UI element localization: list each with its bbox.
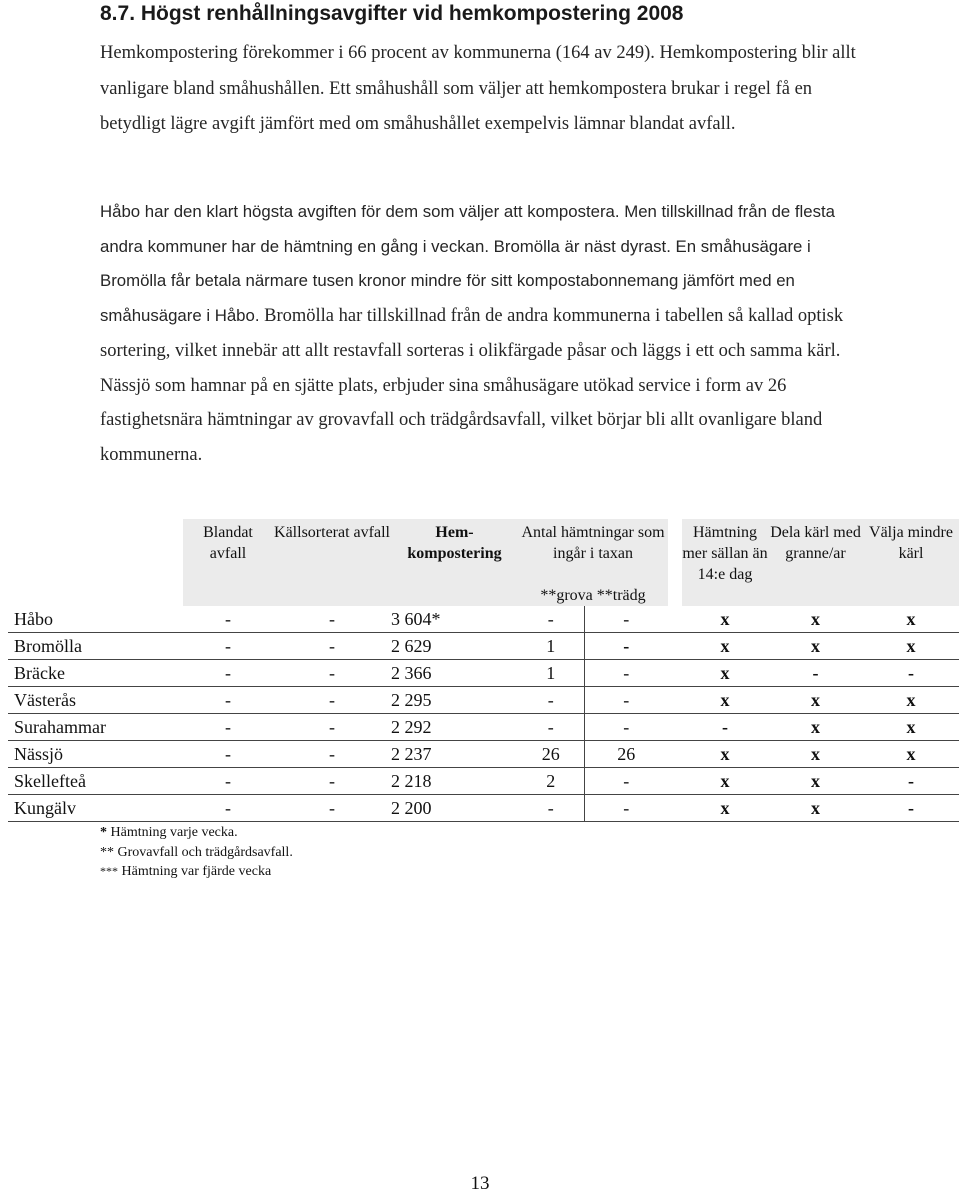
footnote [100, 843, 293, 863]
cell-gap [668, 741, 682, 768]
cell-kallsorterat: - [273, 795, 391, 822]
cell-hamtning: x [682, 606, 768, 633]
cell-hemkompostering: 2 218 [391, 768, 518, 795]
cell-kallsorterat: - [273, 633, 391, 660]
table-row [8, 687, 959, 714]
cell-dela: x [768, 741, 863, 768]
cell-grova: 1 [518, 660, 584, 687]
cell-valja: - [863, 660, 959, 687]
cell-gap [668, 633, 682, 660]
cell-valja: x [863, 687, 959, 714]
cell-tradg: - [584, 606, 668, 633]
cell-grova: 2 [518, 768, 584, 795]
cell-grova: - [518, 606, 584, 633]
header-gap [668, 519, 682, 606]
cell-blandat: - [183, 741, 273, 768]
body-paragraph-sans: Håbo har den klart högsta avgiften för dem som väljer att kompostera. Men tillskillnad från de flesta andra kommuner har de hämtning en gång i veckan. Bromölla är näst dyrast. En småhusägare i Bromölla får betala närmare tusen kronor mindre för sitt kompostabonnemang jämfört med en småhusägare i Håbo. [100, 202, 836, 326]
body-paragraph-serif: Bromölla har tillskillnad från de andra kommunerna i tabellen så kallad optisk sortering, vilket innebär att allt restavfall sorteras i olikfärgade påsar och läggs i ett och samma kärl. Nässjö som hamnar på en sjätte plats, erbjuder sina småhusägare utökad service i form av 26 fastighetsnära hämtningar av grovavfall och trädgårdsavfall, vilket börjar bli allt ovanligare bland kommunerna. [100, 306, 844, 465]
cell-valja: x [863, 714, 959, 741]
cell-gap [668, 606, 682, 633]
table-row [8, 714, 959, 741]
cell-blandat: - [183, 660, 273, 687]
cell-gap [668, 714, 682, 741]
section-heading: 8.7. Högst renhållningsavgifter vid hemkompostering 2008 [100, 2, 684, 25]
footnote [100, 823, 293, 843]
table-row [8, 741, 959, 768]
fee-table [8, 519, 959, 822]
cell-hamtning: x [682, 795, 768, 822]
page-number: 13 [470, 1173, 490, 1194]
cell-kallsorterat: - [273, 768, 391, 795]
cell-grova: 1 [518, 633, 584, 660]
cell-blandat: - [183, 714, 273, 741]
cell-valja: x [863, 606, 959, 633]
cell-kommun: Nässjö [8, 741, 183, 768]
cell-blandat: - [183, 633, 273, 660]
header-kommun [8, 519, 183, 606]
cell-kommun: Kungälv [8, 795, 183, 822]
header-dela: Dela kärl med granne/ar [768, 519, 863, 606]
cell-dela: x [768, 714, 863, 741]
cell-gap [668, 687, 682, 714]
header-blandat: Blandat avfall [183, 519, 273, 606]
cell-valja: x [863, 741, 959, 768]
cell-kallsorterat: - [273, 741, 391, 768]
table-row [8, 768, 959, 795]
cell-hamtning: x [682, 768, 768, 795]
cell-hamtning: x [682, 660, 768, 687]
footnote-mark: ** [100, 844, 114, 860]
header-antal [518, 519, 668, 606]
cell-hemkompostering: 2 366 [391, 660, 518, 687]
cell-hemkompostering: 2 629 [391, 633, 518, 660]
cell-tradg: - [584, 795, 668, 822]
cell-dela: x [768, 687, 863, 714]
cell-grova: 26 [518, 741, 584, 768]
cell-gap [668, 795, 682, 822]
cell-blandat: - [183, 795, 273, 822]
header-valja: Välja mindre kärl [863, 519, 959, 606]
cell-kommun: Surahammar [8, 714, 183, 741]
table-header-row [8, 519, 959, 606]
cell-kommun: Bräcke [8, 660, 183, 687]
cell-dela: x [768, 795, 863, 822]
table-row [8, 795, 959, 822]
header-antal-sub: **grova **trädg [540, 587, 646, 604]
cell-hemkompostering: 3 604* [391, 606, 518, 633]
cell-tradg: - [584, 633, 668, 660]
cell-grova: - [518, 795, 584, 822]
cell-hamtning: x [682, 741, 768, 768]
footnote-text: Hämtning varje vecka. [107, 825, 238, 840]
cell-kommun: Håbo [8, 606, 183, 633]
cell-blandat: - [183, 606, 273, 633]
intro-paragraph: Hemkompostering förekommer i 66 procent av kommunerna (164 av 249). Hemkompostering blir allt vanligare bland småhushållen. Ett småhushåll som väljer att hemkompostera brukar i regel få en betydligt lägre avgift jämfört med om småhushållet exempelvis lämnar blandat avfall. [100, 43, 856, 134]
cell-tradg: - [584, 660, 668, 687]
header-antal-label: Antal hämtningar som ingår i taxan [521, 524, 665, 562]
cell-kommun: Skellefteå [8, 768, 183, 795]
cell-hemkompostering: 2 292 [391, 714, 518, 741]
cell-kallsorterat: - [273, 660, 391, 687]
header-kallsorterat: Källsorterat avfall [273, 519, 391, 606]
table-row [8, 606, 959, 633]
cell-grova: - [518, 687, 584, 714]
cell-hamtning: - [682, 714, 768, 741]
cell-kallsorterat: - [273, 606, 391, 633]
cell-hamtning: x [682, 633, 768, 660]
cell-dela: x [768, 768, 863, 795]
table-row [8, 660, 959, 687]
cell-valja: x [863, 633, 959, 660]
footnote-mark: *** [100, 864, 118, 878]
header-hemkompostering: Hem-kompostering [391, 519, 518, 606]
cell-kommun: Bromölla [8, 633, 183, 660]
table-row [8, 633, 959, 660]
body-paragraph [100, 195, 880, 473]
cell-valja: - [863, 795, 959, 822]
cell-gap [668, 768, 682, 795]
cell-valja: - [863, 768, 959, 795]
cell-blandat: - [183, 768, 273, 795]
cell-tradg: - [584, 687, 668, 714]
footnotes [100, 823, 293, 882]
cell-hemkompostering: 2 295 [391, 687, 518, 714]
cell-dela: x [768, 606, 863, 633]
cell-tradg: 26 [584, 741, 668, 768]
footnote-text: Grovavfall och trädgårdsavfall. [114, 844, 293, 860]
cell-tradg: - [584, 714, 668, 741]
cell-tradg: - [584, 768, 668, 795]
header-hamtning: Hämtning mer sällan än 14:e dag [682, 519, 768, 606]
cell-kallsorterat: - [273, 714, 391, 741]
cell-blandat: - [183, 687, 273, 714]
cell-dela: x [768, 633, 863, 660]
cell-hamtning: x [682, 687, 768, 714]
cell-kommun: Västerås [8, 687, 183, 714]
cell-hemkompostering: 2 200 [391, 795, 518, 822]
cell-kallsorterat: - [273, 687, 391, 714]
footnote [100, 862, 293, 882]
footnote-text: Hämtning var fjärde vecka [118, 864, 272, 879]
cell-hemkompostering: 2 237 [391, 741, 518, 768]
footnote-mark: * [100, 825, 107, 840]
cell-grova: - [518, 714, 584, 741]
cell-dela: - [768, 660, 863, 687]
cell-gap [668, 660, 682, 687]
